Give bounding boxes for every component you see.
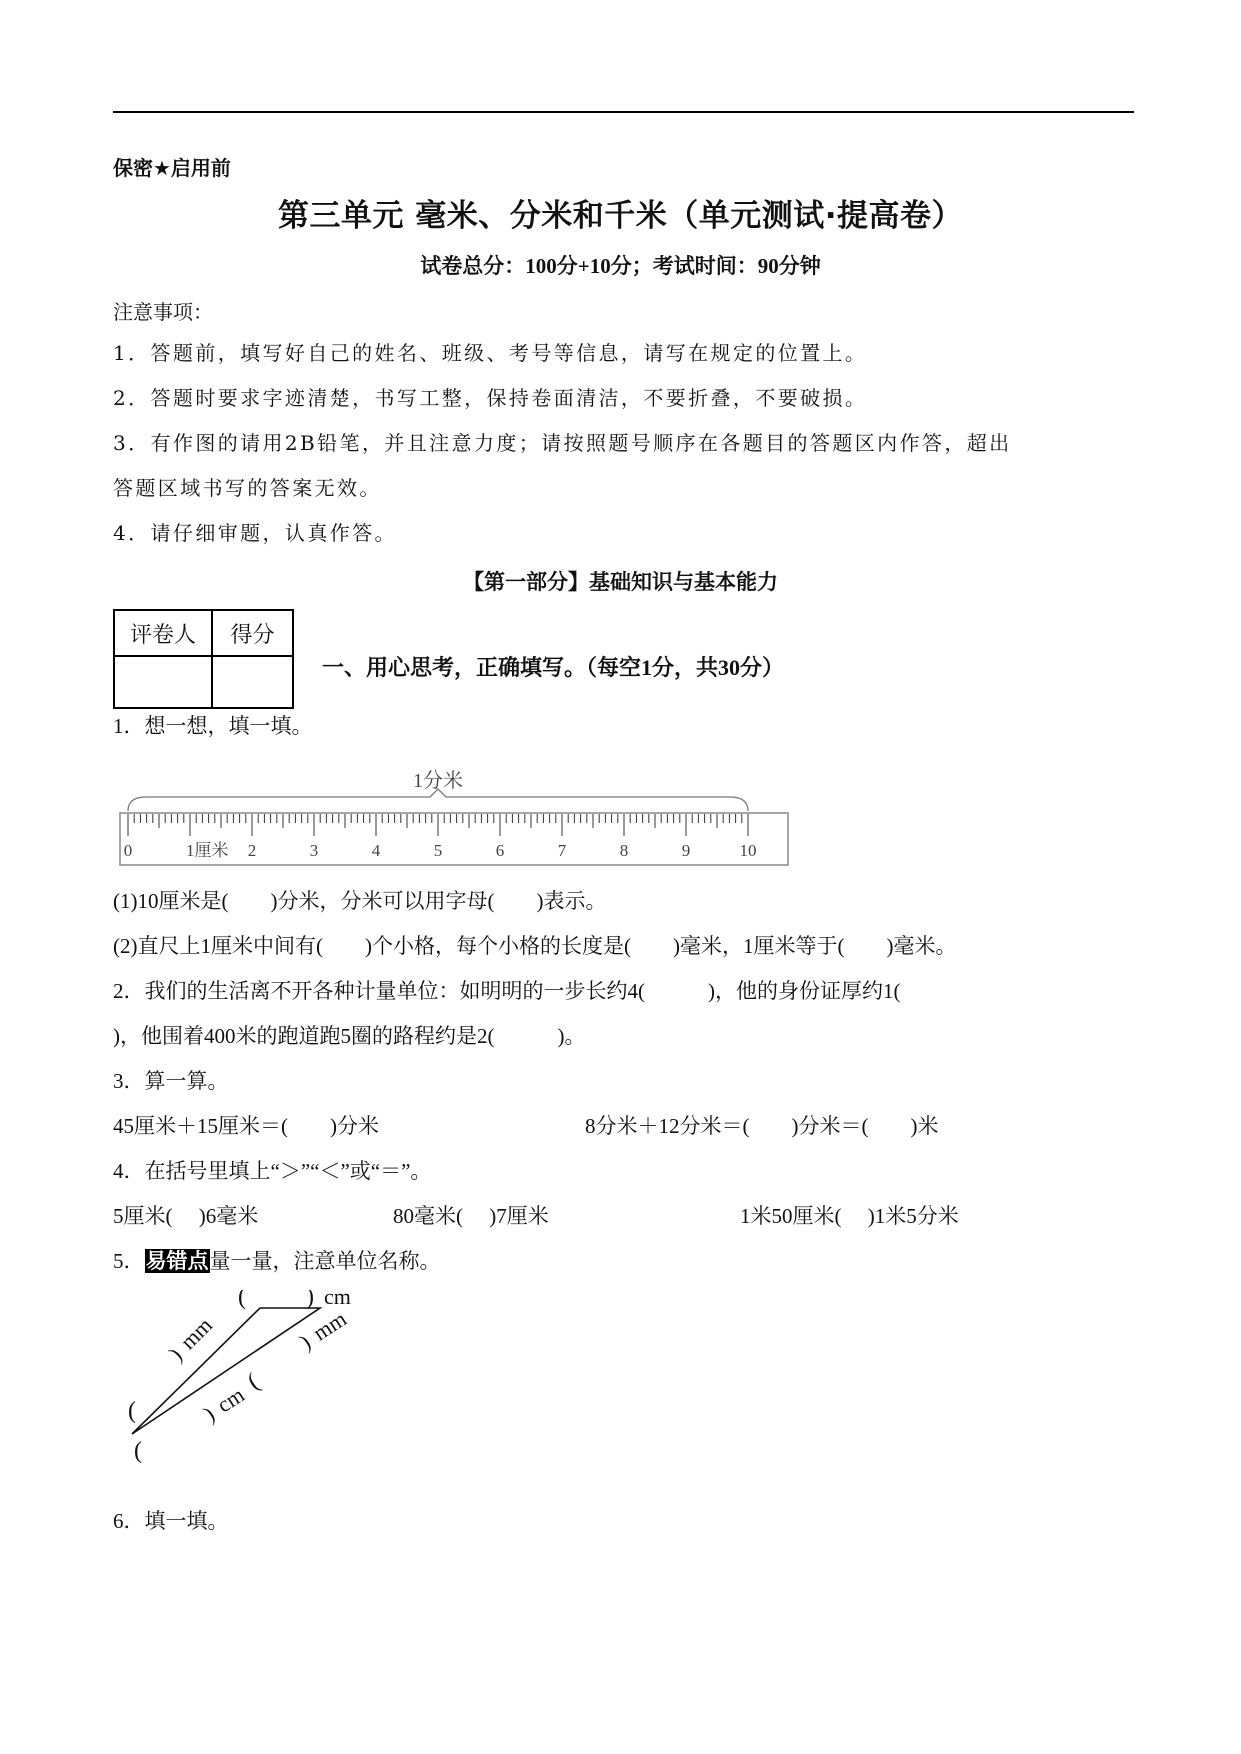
notes-heading: 注意事项： (113, 300, 213, 324)
ruler-tick-label: 1厘米 (186, 841, 229, 860)
bottom-unit-label: cm (212, 1381, 249, 1418)
ruler-tick-label: 2 (247, 841, 257, 860)
note-item: 1．答题前，填写好自己的姓名、班级、考号等信息，请写在规定的位置上。 (113, 341, 868, 365)
ruler-tick-label: 0 (123, 841, 133, 860)
question-2-line-1: 2．我们的生活离不开各种计量单位：如明明的一步长约4( )，他的身份证厚约1( (113, 979, 901, 1003)
top-unit-label: cm (324, 1290, 351, 1309)
confidential-label: 保密★启用前 (113, 156, 231, 180)
grader-header: 评卷人 (114, 610, 212, 656)
left-unit-label: mm (175, 1312, 218, 1355)
ruler-tick-label: 7 (557, 841, 567, 860)
question-1-part-2: (2)直尺上1厘米中间有( )个小格，每个小格的长度是( )毫米，1厘米等于( )毫米。 (113, 934, 957, 958)
grader-field[interactable] (114, 656, 212, 708)
brace-line (128, 789, 748, 811)
part-heading: 【第一部分】基础知识与基本能力 (463, 570, 778, 594)
triangle-svg (120, 1290, 400, 1490)
exam-info: 试卷总分：100分+10分；考试时间：90分钟 (420, 254, 821, 278)
question-5-text: 量一量，注意单位名称。 (209, 1249, 441, 1273)
grade-table (113, 609, 294, 709)
ruler-tick-label: 6 (495, 841, 505, 860)
header-rule (113, 111, 1134, 113)
note-item: 4．请仔细审题，认真作答。 (113, 521, 397, 545)
ruler-tick-label: 10 (739, 841, 757, 860)
question-6-title: 6．填一填。 (113, 1509, 229, 1533)
question-5-title (113, 1245, 441, 1275)
question-5-number: 5． (113, 1249, 145, 1273)
page-title: 第三单元 毫米、分米和千米（单元测试·提高卷） (277, 198, 964, 234)
ruler-tick-label: 5 (433, 841, 443, 860)
triangle-figure (120, 1290, 400, 1490)
paren-close: ) (199, 1401, 219, 1427)
paren-open: ( (128, 1398, 136, 1424)
note-item: 2．答题时要求字迹清楚，书写工整，保持卷面清洁，不要折叠，不要破损。 (113, 386, 868, 410)
section-title: 一、用心思考，正确填写。（每空1分，共30分） (322, 655, 785, 680)
score-header: 得分 (212, 610, 293, 656)
paren-close: ) (306, 1290, 314, 1310)
note-item: 答题区域书写的答案无效。 (113, 476, 382, 500)
ruler-tick-label: 4 (371, 841, 381, 860)
question-2-line-2: )，他围着400米的跑道跑5圈的路程约是2( )。 (113, 1024, 586, 1048)
paren-close: ) (295, 1329, 315, 1355)
question-4-item: 1米50厘米( )1米5分米 (740, 1204, 959, 1228)
question-4-item: 5厘米( )6毫米 (113, 1204, 259, 1228)
question-4-title: 4．在括号里填上“＞”“＜”或“＝”。 (113, 1159, 432, 1183)
question-1-title: 1．想一想，填一填。 (113, 714, 313, 738)
question-1-part-1: (1)10厘米是( )分米，分米可以用字母( )表示。 (113, 889, 607, 913)
ruler-tick-label: 9 (681, 841, 691, 860)
paren-open: ( (243, 1368, 264, 1396)
note-item: 3．有作图的请用2B铅笔，并且注意力度；请按照题号顺序在各题目的答题区内作答，超出 (113, 431, 1012, 455)
ruler-tick-label: 3 (309, 841, 319, 860)
question-3-title: 3．算一算。 (113, 1069, 229, 1093)
ruler-tick-label: 8 (619, 841, 629, 860)
paren-open: ( (134, 1438, 142, 1464)
paren-close: ) (163, 1342, 187, 1366)
question-3-item: 8分米＋12分米＝( )分米＝( )米 (585, 1114, 939, 1138)
error-prone-badge: 易错点 (145, 1249, 209, 1273)
ruler-svg (118, 767, 798, 877)
right-unit-label: mm (308, 1305, 351, 1346)
paren-open: ( (238, 1290, 246, 1310)
question-4-item: 80毫米( )7厘米 (393, 1204, 549, 1228)
question-3-item: 45厘米＋15厘米＝( )分米 (113, 1114, 379, 1138)
score-field[interactable] (212, 656, 293, 708)
ruler-figure (118, 767, 798, 877)
brace-label: 1分米 (413, 770, 463, 792)
